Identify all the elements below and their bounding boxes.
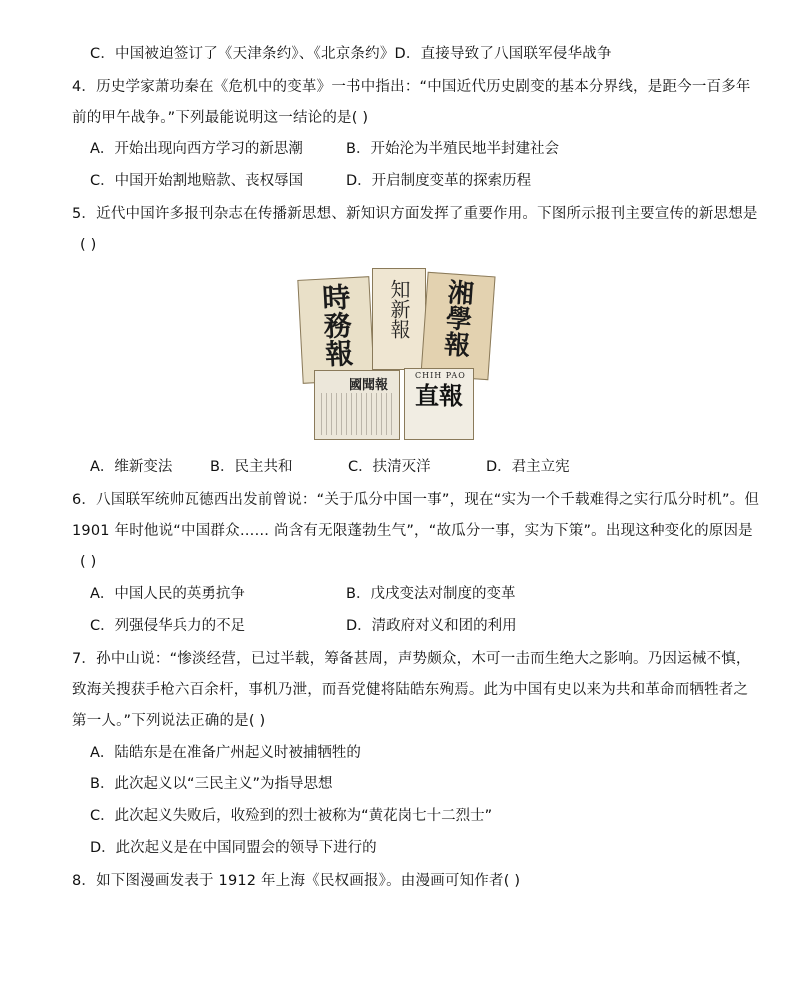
xiangxuebao-paper (420, 272, 495, 380)
q5-option-b: B．民主共和 (210, 459, 293, 475)
q7-option-d: D．此次起义是在中国同盟会的领导下进行的 (90, 840, 377, 856)
question-7-line-3: 第一人。”下列说法正确的是( ) (72, 713, 266, 729)
question-7-line-2: 致海关搜获手枪六百余杆，事机乃泄，而吾党健将陆皓东殉焉。此为中国有史以来为共和革命而牺牲者之 (72, 682, 749, 698)
zhibao-title: 直報 (415, 381, 463, 410)
q7-option-c: C．此次起义失败后，收殓到的烈士被称为“黄花岗七十二烈士” (90, 808, 493, 824)
question-6-line-1: 6．八国联军统帅瓦德西出发前曾说：“关于瓜分中国一事”，现在“实为一个千载难得之实行瓜分时机”。但 (72, 492, 760, 508)
q5-option-d: D．君主立宪 (486, 459, 570, 475)
question-6-line-3: ( ) (80, 554, 97, 570)
guowenbao-paper (314, 370, 400, 440)
q7-option-b: B．此次起义以“三民主义”为指导思想 (90, 776, 333, 792)
q6-option-b: B．戊戌变法对制度的变革 (346, 586, 516, 602)
q5-option-a: A．维新变法 (90, 459, 173, 475)
shiwubao-paper (297, 276, 374, 384)
zhibao-paper (404, 368, 474, 440)
zhixinbao-paper (372, 268, 426, 370)
zhixinbao-title: 知新報 (387, 279, 411, 339)
zhibao-roman-title: CHIH PAO (415, 371, 466, 380)
q4-option-d: D．开启制度变革的探索历程 (346, 173, 532, 189)
guowenbao-text-block (321, 393, 395, 435)
shiwubao-title: 時務報 (317, 282, 355, 368)
q4-option-b: B．开始沦为半殖民地半封建社会 (346, 141, 559, 157)
xiangxuebao-title: 湘學報 (438, 277, 475, 358)
question-6-line-2: 1901 年时他说“中国群众…… 尚含有无限蓬勃生气”，“故瓜分一事，实为下策”。出现这种变化的原因是 (72, 523, 753, 539)
q3-option-c: C．中国被迫签订了《天津条约》、《北京条约》D．直接导致了八国联军侵华战争 (90, 46, 612, 62)
question-4-line-2: 前的甲午战争。”下列最能说明这一结论的是( ) (72, 110, 369, 126)
question-5-line-1: 5．近代中国许多报刊杂志在传播新思想、新知识方面发挥了重要作用。下图所示报刊主要宣传的新思想是 (72, 206, 758, 222)
question-5-line-2: ( ) (80, 237, 97, 253)
q4-option-c: C．中国开始割地赔款、丧权辱国 (90, 173, 304, 189)
q4-option-a: A．开始出现向西方学习的新思潮 (90, 141, 303, 157)
q6-option-c: C．列强侵华兵力的不足 (90, 618, 246, 634)
question-7-line-1: 7．孙中山说：“惨淡经营，已过半载，筹备甚周，声势颇众，木可一击而生绝大之影响。乃因运械不慎， (72, 651, 751, 667)
newspapers-image (300, 266, 496, 442)
q7-option-a: A．陆皓东是在准备广州起义时被捕牺牲的 (90, 745, 361, 761)
q6-option-d: D．清政府对义和团的利用 (346, 618, 517, 634)
question-8-line-1: 8．如下图漫画发表于 1912 年上海《民权画报》。由漫画可知作者( ) (72, 873, 521, 889)
q5-option-c: C．扶清灭洋 (348, 459, 431, 475)
q6-option-a: A．中国人民的英勇抗争 (90, 586, 245, 602)
question-4-line-1: 4．历史学家萧功秦在《危机中的变革》一书中指出：“中国近代历史剧变的基本分界线，是距今一百多年 (72, 79, 751, 95)
guowenbao-title: 國聞報 (349, 378, 389, 393)
